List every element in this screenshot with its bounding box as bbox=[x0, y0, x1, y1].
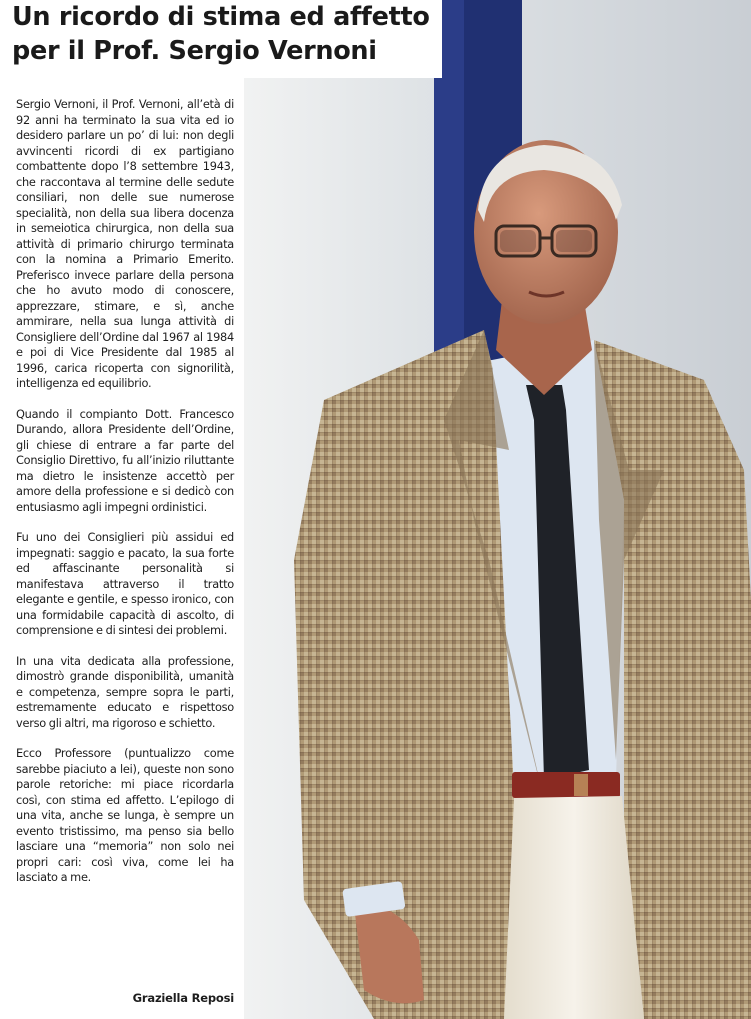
author-signature: Graziella Reposi bbox=[132, 991, 234, 1005]
trousers bbox=[504, 796, 644, 1019]
paragraph: Ecco Professore (puntualizzo come sarebbe piaciuto a lei), queste non sono parole retoriche: mi piace ricordarla così, con stima ed affetto. L’epilogo di una vita, anche se lunga, è sempre un evento tristissimo, ma penso sia bello lasciare una “memoria” non solo nei propri cari: così viva, come lei ha lasciato a me. bbox=[16, 746, 234, 884]
paragraph: Fu uno dei Consiglieri più assidui ed impegnati: saggio e pacato, la sua forte ed affascinante personalità si manifestava attraverso il tratto elegante e gentile, e spesso ironico, con una formidabile capacità di ascolto, di comprensione e di sintesi dei problemi. bbox=[16, 530, 234, 637]
portrait-photo bbox=[244, 0, 751, 1019]
title-line-2: per il Prof. Sergio Vernoni bbox=[12, 36, 377, 66]
belt bbox=[512, 772, 620, 798]
article-title bbox=[12, 0, 442, 78]
article-body bbox=[16, 97, 234, 901]
paragraph: Sergio Vernoni, il Prof. Vernoni, all’età di 92 anni ha terminato la sua vita ed io desidero parlare un po’ di lui: non degli avvincenti ricordi di ex partigiano combattente dopo l’8 settembre 1943, che raccontava al termine delle sedute consiliari, non delle sue numerose specialità, non della sua libera docenza in semeiotica chirurgica, non della sua attività di primario chirurgo terminata con la nomina a Primario Emerito. Preferisco invece parlare della persona che ho avuto modo di conoscere, apprezzare, stimare, e sì, anche ammirare, nella sua lunga attività di Consigliere dell’Ordine dal 1967 al 1984 e poi di Vice Presidente dal 1985 al 1996, carica ricoperta con signorilità, intelligenza ed equilibrio. bbox=[16, 97, 234, 390]
title-line-1: Un ricordo di stima ed affetto bbox=[12, 2, 430, 32]
paragraph: Quando il compianto Dott. Francesco Durando, allora Presidente dell’Ordine, gli chiese di entrare a far parte del Consiglio Direttivo, fu all’inizio riluttante ma dietro le insistenze accettò per amore della professione e si dedicò con entusiasmo agli impegni ordinistici. bbox=[16, 406, 234, 514]
paragraph: In una vita dedicata alla professione, dimostrò grande disponibilità, umanità e competenza, sempre sopra le parti, estremamente educato e rispettoso verso gli altri, ma rigoroso e schietto. bbox=[16, 653, 234, 730]
